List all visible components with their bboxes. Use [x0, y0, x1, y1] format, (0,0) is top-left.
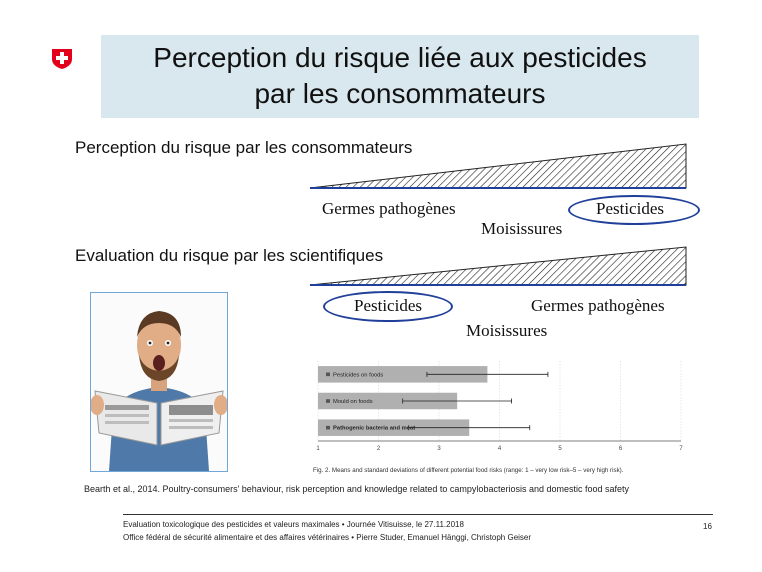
- swiss-cross-icon: [50, 46, 74, 70]
- consumer-item-moulds: Moisissures: [481, 219, 563, 238]
- chart-category-marker: [326, 426, 330, 430]
- scientist-item-pathogens: Germes pathogènes: [531, 296, 665, 315]
- reference-citation: Bearth et al., 2014. Poultry-consumers' behaviour, risk perception and knowledge related to campylobacteriosis and domestic food safety: [84, 484, 630, 494]
- surprised-reader-photo: [90, 292, 228, 472]
- footer-line-2: Office fédéral de sécurité alimentaire et des affaires vétérinaires • Pierre Studer, Emanuel Hänggi, Christoph Geiser: [123, 533, 532, 542]
- chart-x-tick-label: 4: [497, 446, 502, 452]
- consumer-heading: Perception du risque par les consommateurs: [75, 138, 413, 157]
- footer-divider: [123, 514, 713, 515]
- footer-line-1: Evaluation toxicologique des pesticides et valeurs maximales • Journée Vitisuisse, le 27.11.2018: [123, 520, 464, 529]
- scientist-heading: Evaluation du risque par les scientifiques: [75, 246, 384, 265]
- consumer-item-pesticides: Pesticides: [596, 199, 664, 218]
- title-line-2: par les consommateurs: [254, 78, 546, 109]
- chart-x-tick-label: 1: [316, 446, 320, 452]
- scientist-item-pesticides: Pesticides: [354, 296, 422, 315]
- chart-x-tick-label: 7: [679, 446, 683, 452]
- chart-x-tick-label: 2: [376, 446, 381, 452]
- chart-x-tick-label: 5: [558, 446, 562, 452]
- title-line-1: Perception du risque liée aux pesticides: [153, 42, 647, 73]
- chart-x-tick-label: 3: [437, 446, 441, 452]
- scientist-risk-wedge: [308, 243, 690, 289]
- slide-title: [101, 40, 699, 112]
- food-risk-chart: [308, 355, 700, 477]
- scientist-item-moulds: Moisissures: [466, 321, 548, 340]
- chart-category-marker: [326, 399, 330, 403]
- chart-category-marker: [326, 373, 330, 377]
- chart-caption: Fig. 2. Means and standard deviations of different potential food risks (range: 1 – very low risk–5 – very high risk).: [313, 467, 624, 474]
- chart-x-tick-label: 6: [618, 446, 623, 452]
- consumer-item-pathogens: Germes pathogènes: [322, 199, 456, 218]
- page-number: 16: [703, 522, 712, 531]
- consumer-risk-wedge: [308, 140, 690, 192]
- chart-category-label: Pesticides on foods: [333, 372, 384, 379]
- chart-category-label: Pathogenic bacteria and meat: [333, 425, 416, 432]
- chart-category-label: Mould on foods: [333, 399, 373, 405]
